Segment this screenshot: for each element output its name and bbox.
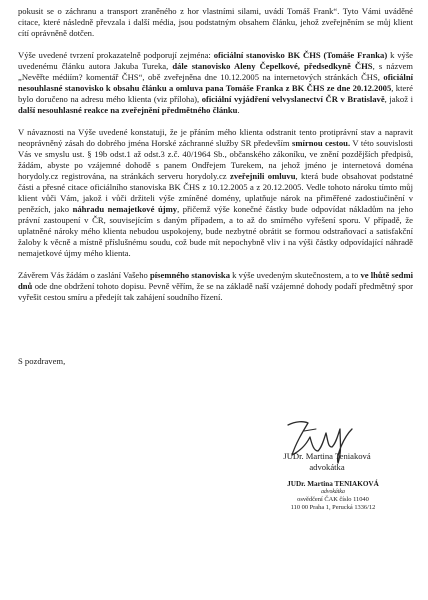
paragraph-2 <box>18 50 413 116</box>
stamp-address: 110 00 Praha 1, Perucká 1336/12 <box>290 504 376 511</box>
text-run: Výše uvedené tvrzení prokazatelně podporují zejména: <box>18 50 214 60</box>
stamp-registration: osvědčení ČAK číslo 11040 <box>297 496 369 503</box>
text-run: , jakož i <box>384 94 414 104</box>
stamp-name: JUDr. Martina TENIAKOVÁ <box>287 480 379 488</box>
text-run: k výše uvedeným skutečnostem, a to <box>230 270 361 280</box>
paragraph-3 <box>18 127 413 259</box>
text-run: , která bude obsahovat podstatné části a přesné citace oficiálního stanoviska BK ČHS z 10.12.2005 a z 20.12.2005. Vedle tohoto nároku tímto můj klient vůči Vám, jakož i vůči držiteli výše zmíněné domény, uplatňuje nárok na přiměřené zadostiučinění v penězích, jako <box>18 171 413 214</box>
signatory-title: advokátka <box>309 462 345 472</box>
paragraph-4 <box>18 270 413 303</box>
text-run: ode dne obdržení tohoto dopisu. Pevně věřím, že se na základě naší vzájemné dohody podaří předmětný spor vyřešit cestou smíru a předejít tak zahájení soudního řízení. <box>18 281 413 302</box>
signatory-block <box>252 451 402 473</box>
letter-body <box>18 6 413 314</box>
text-run: . <box>237 105 240 115</box>
bold-run: ve lhůtě sedmi dnů <box>18 270 414 291</box>
text-run: , přičemž výše konečné částky bude odpovídat nákladům na jeho právní zastoupení v ČR, souvisejícím s daným případem, a to až do smírného vyřešení sporu. V případě, že uplatněné nároky mého klienta nebudou uspokojeny, bude nezbytné obrátit se formou odstraňovací a satisfakční žaloby k věcně a místně příslušnému soudu, což bude mít nepochybně vliv i na výši částky odpovídající náhradě nemajetkové újmy mého klienta. <box>18 204 414 258</box>
bold-run: oficiální nesouhlasné stanovisko k obsahu článku a omluva pana Tomáše Franka z BK ČHS ze dne 20.12.2005 <box>18 72 413 93</box>
bold-run: náhradu nemajetkové újmy <box>72 204 178 214</box>
bold-run: zveřejnili omluvu <box>230 171 296 181</box>
lawyer-stamp <box>258 480 408 512</box>
text-run: k výše uvedenému článku autora Jakuba Tureka, <box>18 50 413 71</box>
bold-run: smírnou cestou. <box>292 138 351 148</box>
bold-run: oficiální stanovisko BK ČHS (Tomáše Franka) <box>213 50 388 60</box>
text-run: V návaznosti na Výše uvedené konstatuji, že je přáním mého klienta odstranit tento protiprávní stav a napravit neoprávněný zásah do dobrého jména Horské záchranné služby SR především <box>18 127 413 148</box>
bold-run: dále stanovisko Aleny Čepelkové, předsedkyně ČHS <box>172 61 373 71</box>
paragraph-1 <box>18 6 413 39</box>
greeting: S pozdravem, <box>18 356 66 366</box>
text-run: Závěrem Vás žádám o zaslání Vašeho <box>18 270 150 280</box>
text-run: , s názvem „Nevěřte médiím? komentář ČHS“, obě zveřejněna dne 10.12.2005 na internetových stránkách ČHS, <box>18 61 413 82</box>
bold-run: oficiální vyjádření velvyslanectví ČR v Bratislavě <box>201 94 385 104</box>
bold-run: písemného stanoviska <box>150 270 231 280</box>
signatory-name: JUDr. Martina Teniaková <box>283 451 371 461</box>
text-run: pokusit se o záchranu a transport zraněného z hor vlastními silami, uvádí Tomáš Frank“. Tyto Vámi uváděné citace, které následně převzala i další média, jsou podstatným obsahem článku, jehož zveřejněním se můj klient cítí oprávněně dotčen. <box>18 6 413 38</box>
stamp-role: advokátka <box>321 489 345 495</box>
text-run: V této souvislosti Vás ve smyslu ust. § 19b odst.1 až odst.3 z.č. 40/1964 Sb., občanského zákoníku, ve znění pozdějších předpisů, žádám, abyste po vzájemné dohodě s panem Ondřejem Turekem, na jehož jméno je internetová doména horydoly.cz registrována, na stránkách serveru horydoly.cz <box>18 138 414 181</box>
text-run: , které bylo doručeno na adresu mého klienta (viz příloha), <box>18 83 413 104</box>
bold-run: další nesouhlasné reakce na zveřejnění předmětného článku <box>18 105 238 115</box>
